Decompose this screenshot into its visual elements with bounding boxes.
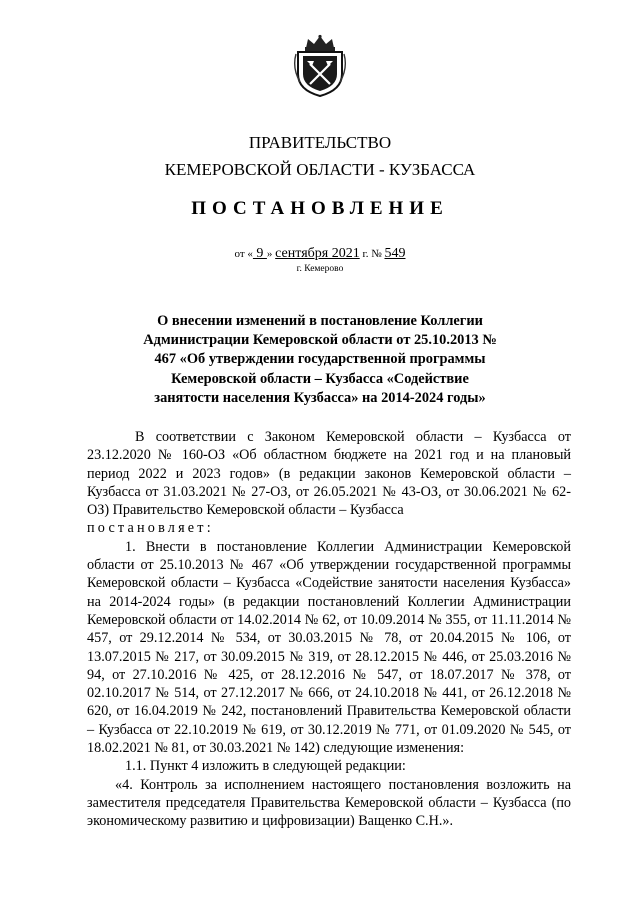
coat-of-arms-emblem [292,34,348,98]
document-title: О внесении изменений в постановление Коллегии Администрации Кемеровской области от 25.10.2013 № 467 «Об утверждении государственной программы Кемеровской области – Кузбасса «Содействие занятости населения Кузбасса» на 2014-2024 годы» [143,313,497,406]
document-type-heading: ПОСТАНОВЛЕНИЕ [191,198,449,219]
government-name-line1: ПРАВИТЕЛЬСТВО [248,133,392,152]
government-name-line2: КЕМЕРОВСКОЙ ОБЛАСТИ - КУЗБАССА [164,160,476,179]
body-paragraph-item-1-1: 1.1. Пункт 4 изложить в следующей редакции: [125,758,406,775]
decrees-word: постановляет: [87,520,214,537]
document-body [87,428,571,831]
body-paragraph-quote: «4. Контроль за исполнением настоящего постановления возложить на заместителя председателя Правительства Кемеровской области – Кузбасса (по экономическому развитию и цифровизации) Ващенко С.Н.». [87,776,571,830]
city-name: г. Кемерово [296,264,344,274]
date-month-year: сентября 2021 [275,246,360,261]
date-number-line [0,246,640,262]
body-paragraph-preamble: В соответствии с Законом Кемеровской области – Кузбасса от 23.12.2020 № 160-ОЗ «Об областном бюджете на 2021 год и на плановый период 2022 и 2023 годов» (в редакции законов Кемеровской области – Кузбасса от 31.03.2021 № 27-ОЗ, от 26.05.2021 № 43-ОЗ, от 30.06.2021 № 62-ОЗ) Правительство Кемеровской области – Кузбасса [87,429,571,519]
date-day: 9 [252,246,267,261]
document-number: 549 [384,246,406,261]
date-prefix: от « [234,248,253,260]
crown-icon [305,35,335,51]
date-year-suffix: г. № [359,248,385,260]
date-mid: » [266,248,276,260]
body-paragraph-item-1: 1. Внести в постановление Коллегии Администрации Кемеровской области от 25.10.2013 № 467 «Об утверждении государственной программы Кемеровской области – Кузбасса «Содействие занятости населения Кузбасса» на 2014-2024 годы» (в редакции постановлений Коллегии Администрации Кемеровской области от 14.02.2014 № 62, от 10.09.2014 № 355, от 11.11.2014 № 457, от 29.12.2014 № 534, от 30.03.2015 № 78, от 20.04.2015 № 106, от 13.07.2015 № 217, от 30.09.2015 № 319, от 28.12.2015 № 446, от 25.03.2016 № 94, от 27.10.2016 № 425, от 28.12.2016 № 547, от 18.07.2017 № 378, от 02.10.2017 № 514, от 27.12.2017 № 666, от 24.10.2018 № 441, от 26.12.2018 № 620, от 16.04.2019 № 242, постановлений Правительства Кемеровской области – Кузбасса от 22.10.2019 № 619, от 30.12.2019 № 771, от 01.09.2020 № 545, от 18.02.2021 № 81, от 30.03.2021 № 142) следующие изменения: [87,538,571,757]
